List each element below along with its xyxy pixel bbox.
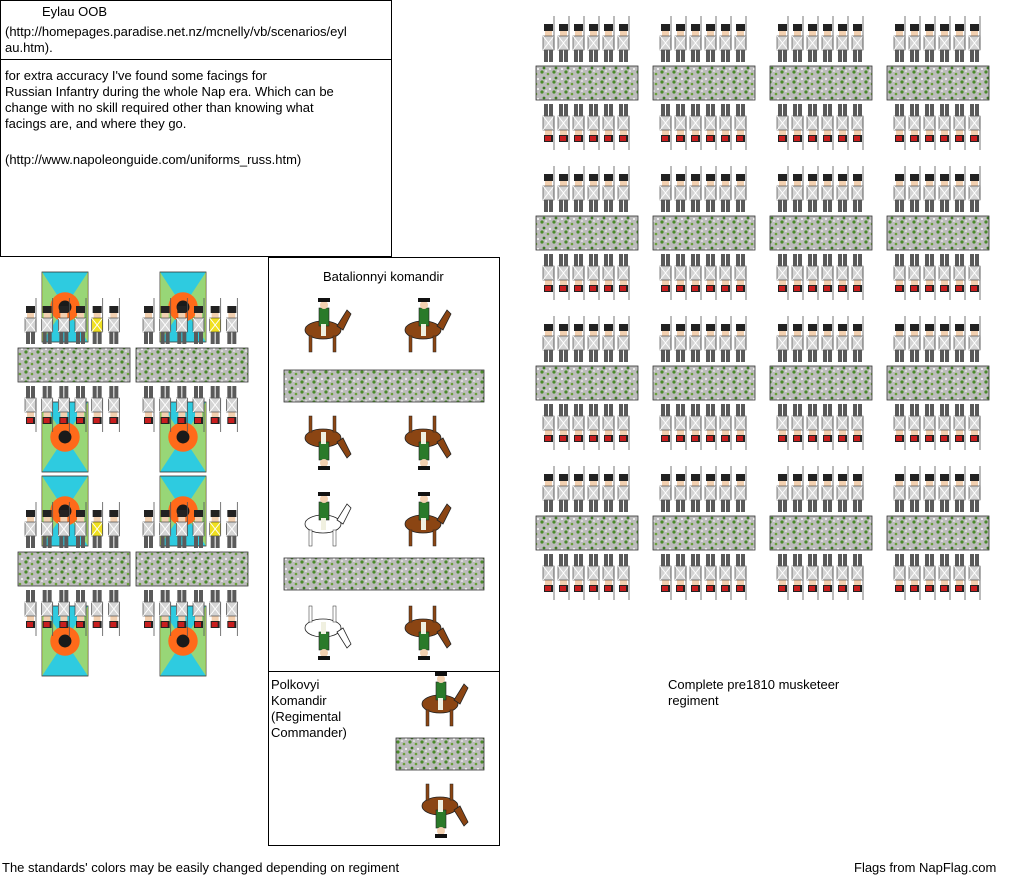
info-url-line1[interactable]: (http://homepages.paradise.net.nz/mcnelly/vb/scenarios/eyl bbox=[5, 24, 347, 39]
flags-credit[interactable]: Flags from NapFlag.com bbox=[854, 860, 997, 875]
standards-note: The standards' colors may be easily changed depending on regiment bbox=[2, 860, 400, 875]
regimental-label-line-3: (Regimental bbox=[271, 709, 342, 724]
guide-url[interactable]: (http://www.napoleonguide.com/uniforms_russ.htm) bbox=[5, 152, 302, 167]
note-line-2: Russian Infantry during the whole Nap era. Which can be bbox=[5, 84, 334, 99]
regimental-label-line-4: Commander) bbox=[271, 725, 347, 740]
regiment-label-line-1: Complete pre1810 musketeer bbox=[668, 677, 840, 692]
note-line-1: for extra accuracy I've found some facings for bbox=[5, 68, 267, 83]
info-title: Eylau OOB bbox=[42, 4, 108, 19]
note-line-4: facings are, and where they go. bbox=[5, 116, 187, 131]
regimental-label-line-2: Komandir bbox=[271, 693, 327, 708]
note-line-3: change with no skill required other than knowing what bbox=[5, 100, 314, 115]
battalion-commander-label: Batalionnyi komandir bbox=[323, 269, 444, 284]
info-url-line2[interactable]: au.htm). bbox=[5, 40, 53, 55]
regimental-label-line-1: Polkovyi bbox=[271, 677, 320, 692]
regiment-label-line-2: regiment bbox=[668, 693, 719, 708]
